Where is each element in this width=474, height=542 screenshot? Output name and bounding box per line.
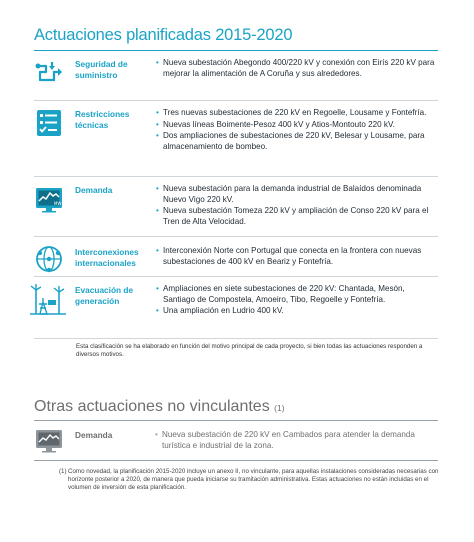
list-item: • Interconexión Norte con Portugal que conecta en la frontera con nuevas subestaciones de 400 kV en Beariz y Fontefría. — [156, 246, 438, 267]
list-item: • Tres nuevas subestaciones de 220 kV en Regoelle, Lousame y Fontefría. — [156, 108, 438, 119]
row-label: Demanda — [75, 185, 113, 195]
section2-title-text: Otras actuaciones no vinculantes — [34, 398, 270, 415]
row-restricciones — [34, 108, 438, 174]
row-seguridad — [34, 58, 438, 98]
row-divider — [34, 100, 438, 101]
list-item: • Ampliaciones en siete subestaciones de 220 kV: Chantada, Mesón, Santiago de Compostela, Amoeiro, Tibo, Regoelle y Fontefría. — [156, 284, 438, 305]
footnote — [59, 468, 440, 493]
demand-monitor-icon — [34, 184, 64, 214]
row-items — [156, 108, 438, 153]
classification-note: Esta clasificación se ha elaborado en función del motivo principal de cada proyecto, si bien todas las actuaciones responden a diversos motivos. — [76, 343, 423, 359]
generation-icon — [30, 284, 66, 318]
section2-label: Demanda — [75, 430, 113, 440]
svg-text:MW: MW — [54, 201, 62, 206]
list-item: • Nueva subestación de 220 kV en Cambados para atender la demanda turística e industrial de la zona. — [155, 430, 438, 451]
title-rule — [34, 50, 438, 51]
row-divider — [34, 276, 438, 277]
supply-network-icon — [34, 58, 64, 88]
row-label: Interconexiones internacionales — [75, 247, 139, 268]
list-item: • Nueva subestación Abegondo 400/220 kV y conexión con Eirís 220 kV para mejorar la alimentación de A Coruña y sus alrededores. — [156, 58, 438, 79]
list-item: • Nueva subestación Tomeza 220 kV y ampliación de Conso 220 kV para el Tren de Alta Velocidad. — [156, 206, 438, 227]
list-item: • Dos ampliaciones de subestaciones de 220 kV, Belesar y Lousame, para almacenamiento de bombeo. — [156, 131, 438, 152]
section2-title — [34, 398, 285, 416]
row-evacuacion — [34, 282, 438, 336]
row-label: Seguridad de suministro — [75, 59, 128, 80]
page-title: Actuaciones planificadas 2015-2020 — [34, 26, 293, 44]
row-label: Restricciones técnicas — [75, 109, 130, 130]
row-demanda — [34, 184, 438, 232]
row-divider — [34, 236, 438, 237]
row-items — [156, 184, 438, 228]
section2-items — [155, 430, 438, 451]
row-divider — [34, 338, 438, 339]
row-label: Evacuación de generación — [75, 285, 134, 306]
footnote-text: Como novedad, la planificación 2015-2020 incluye un anexo II, no vinculante, para aquellas instalaciones consideradas necesarias con horizonte posterior a 2020, de manera que pueda iniciarse su tramitación administrativa. Estas actuaciones no están incluidas en el volumen de inversión de esta planificación. — [68, 468, 439, 492]
row-items — [156, 284, 438, 318]
row-divider — [34, 176, 438, 177]
demand-monitor-icon — [34, 428, 64, 458]
section2-title-ref: (1) — [274, 403, 285, 413]
section2-divider — [34, 460, 438, 461]
section2-rule — [34, 420, 438, 421]
globe-network-icon — [34, 244, 64, 274]
footnote-number: (1) — [59, 468, 67, 475]
list-item: • Nueva subestación para la demanda industrial de Balaídos denominada Nuevo Vigo 220 kV. — [156, 184, 438, 205]
row-interconexiones — [34, 244, 438, 274]
list-item: • Nuevas líneas Boimente-Pesoz 400 kV y Atios-Montouto 220 kV. — [156, 120, 438, 131]
row-items — [156, 246, 438, 268]
row-items — [156, 58, 438, 80]
checklist-icon — [34, 108, 64, 138]
list-item: • Una ampliación en Ludrio 400 kV. — [156, 306, 438, 317]
